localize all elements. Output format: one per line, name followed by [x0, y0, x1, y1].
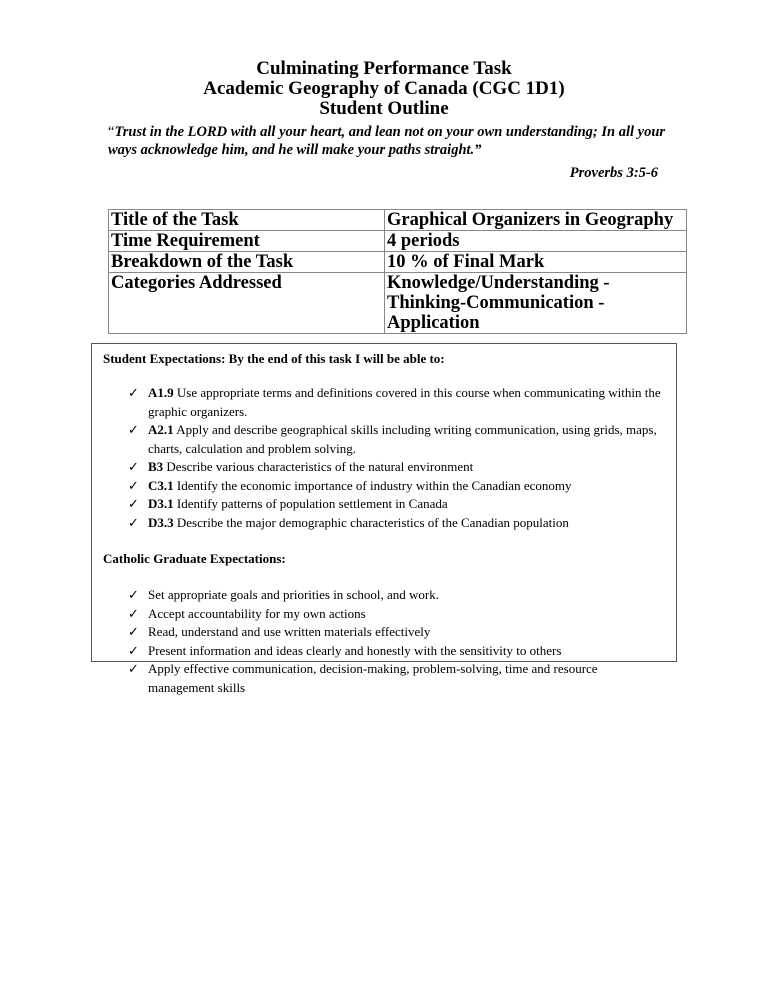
table-row [109, 273, 687, 334]
row-value: Knowledge/Understanding -Thinking-Communication - Application [385, 273, 687, 334]
expectation-code: A1.9 [148, 385, 174, 400]
table-row [109, 231, 687, 252]
expectation-text: Accept accountability for my own actions [148, 605, 366, 621]
expectation-code: B3 [148, 459, 164, 474]
expectation-text: Read, understand and use written materials effectively [148, 624, 431, 639]
expectation-text: Present information and ideas clearly and honestly with the sensitivity to others [148, 642, 562, 658]
check-icon: ✓ [128, 514, 139, 530]
list-item [92, 623, 662, 642]
course-title: Academic Geography of Canada (CGC 1D1) [203, 78, 565, 99]
table-row [109, 252, 687, 273]
list-item [92, 384, 662, 421]
check-icon: ✓ [128, 477, 139, 493]
list-item [92, 642, 662, 661]
expectation-text: Apply effective communication, decision-making, problem-solving, time and resource management skills [148, 661, 598, 695]
check-icon: ✓ [128, 496, 139, 511]
expectation-text: Set appropriate goals and priorities in school, and work. [148, 587, 439, 602]
list-item [92, 514, 662, 533]
expectation-text: Identify the economic importance of industry within the Canadian economy [176, 477, 572, 493]
row-label: Categories Addressed [109, 273, 385, 334]
student-expectations-list [92, 384, 662, 532]
list-item [92, 660, 662, 697]
student-expectations-heading: Student Expectations: By the end of this task I will be able to: [103, 351, 445, 366]
row-value: 4 periods [385, 231, 687, 252]
expectations-box [91, 343, 677, 695]
check-icon: ✓ [128, 459, 139, 474]
expectation-code: D3.3 [148, 514, 174, 530]
open-quote: “ [108, 124, 115, 140]
catholic-expectations-list [92, 586, 662, 697]
check-icon: ✓ [128, 661, 139, 676]
doc-title: Culminating Performance Task [256, 58, 512, 79]
check-icon: ✓ [128, 422, 139, 437]
expectation-text: Apply and describe geographical skills including writing communication, using grids, maps, charts, calculation and problem solving. [148, 422, 657, 456]
row-label: Title of the Task [109, 210, 385, 231]
quote-reference: Proverbs 3:5-6 [569, 165, 658, 181]
check-icon: ✓ [128, 642, 139, 658]
catholic-expectations-heading: Catholic Graduate Expectations: [103, 551, 286, 566]
check-icon: ✓ [128, 385, 139, 400]
expectation-text: Describe various characteristics of the natural environment [166, 459, 474, 474]
scripture-quote [108, 123, 688, 159]
row-value: Graphical Organizers in Geography [385, 210, 687, 231]
task-info-table [108, 209, 687, 334]
row-label: Breakdown of the Task [109, 252, 385, 273]
expectation-text: Identify patterns of population settlement in Canada [176, 496, 448, 511]
check-icon: ✓ [128, 587, 139, 602]
list-item [92, 586, 662, 605]
expectation-text: Describe the major demographic characteristics of the Canadian population [176, 514, 569, 530]
list-item [92, 495, 662, 514]
check-icon: ✓ [128, 605, 139, 621]
expectation-text: Use appropriate terms and definitions covered in this course when communicating within the graphic organizers. [148, 385, 661, 419]
list-item [92, 605, 662, 624]
row-value: 10 % of Final Mark [385, 252, 687, 273]
list-item [92, 421, 662, 458]
list-item [92, 458, 662, 477]
quote-text: Trust in the LORD with all your heart, and lean not on your own understanding; In all your ways acknowledge him, and he will make your paths straight.” [108, 124, 666, 158]
expectation-code: C3.1 [148, 477, 174, 493]
doc-subtitle: Student Outline [319, 98, 449, 119]
check-icon: ✓ [128, 624, 139, 639]
row-label: Time Requirement [109, 231, 385, 252]
expectation-code: A2.1 [148, 422, 174, 437]
table-row [109, 210, 687, 231]
expectation-code: D3.1 [148, 496, 174, 511]
list-item [92, 477, 662, 496]
